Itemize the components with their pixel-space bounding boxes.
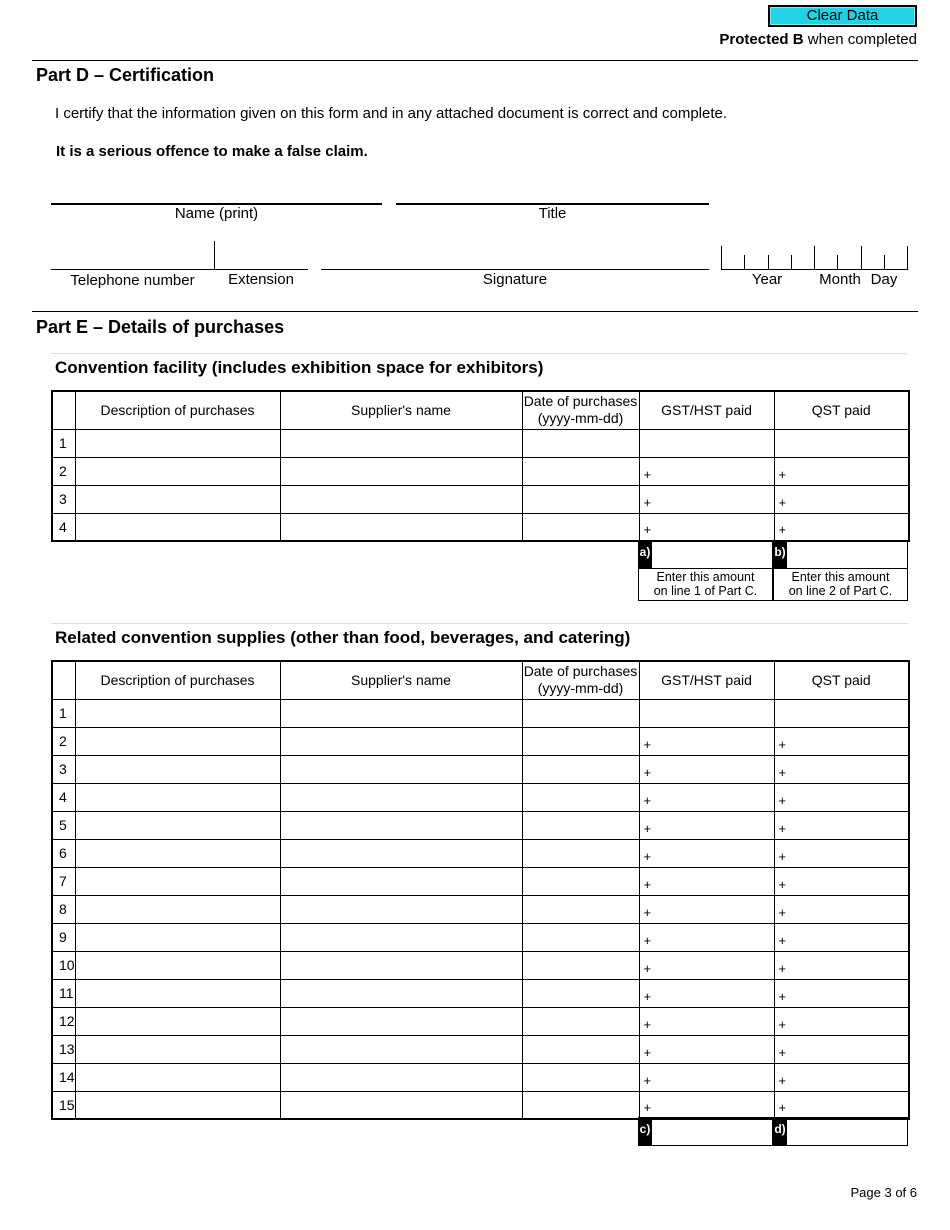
plus-sign: + bbox=[778, 1072, 787, 1088]
date-cell[interactable] bbox=[522, 1035, 639, 1063]
supplier-cell[interactable] bbox=[280, 979, 522, 1007]
convention-facility-table bbox=[51, 390, 910, 542]
qst-cell[interactable] bbox=[774, 783, 909, 811]
plus-sign: + bbox=[778, 876, 787, 892]
description-cell[interactable] bbox=[75, 1091, 280, 1119]
row-number-header bbox=[52, 661, 75, 699]
qst-cell[interactable] bbox=[774, 1091, 909, 1119]
table-row bbox=[52, 513, 909, 541]
qst-cell[interactable] bbox=[774, 429, 909, 457]
supplier-cell[interactable] bbox=[280, 457, 522, 485]
description-cell[interactable] bbox=[75, 485, 280, 513]
supplier-cell[interactable] bbox=[280, 485, 522, 513]
plus-sign: + bbox=[643, 466, 652, 482]
signature-field[interactable] bbox=[321, 269, 709, 270]
qst-cell[interactable] bbox=[774, 867, 909, 895]
total-b-note: Enter this amount on line 2 of Part C. bbox=[773, 568, 908, 601]
protected-notice: Protected B when completed bbox=[719, 31, 917, 48]
plus-sign: + bbox=[778, 466, 787, 482]
row-number: 12 bbox=[52, 1007, 75, 1035]
description-cell[interactable] bbox=[75, 783, 280, 811]
plus-sign: + bbox=[778, 988, 787, 1004]
description-header: Description of purchases bbox=[75, 391, 280, 429]
table-row bbox=[52, 783, 909, 811]
description-cell[interactable] bbox=[75, 811, 280, 839]
plus-sign: + bbox=[778, 904, 787, 920]
plus-sign: + bbox=[643, 1044, 652, 1060]
total-c-tag: c) bbox=[638, 1117, 652, 1146]
gst-cell[interactable] bbox=[639, 755, 774, 783]
date-cell[interactable] bbox=[522, 1063, 639, 1091]
plus-sign: + bbox=[778, 494, 787, 510]
table-row bbox=[52, 485, 909, 513]
date-cell[interactable] bbox=[522, 979, 639, 1007]
supplier-cell[interactable] bbox=[280, 727, 522, 755]
gst-cell[interactable] bbox=[639, 867, 774, 895]
table-row bbox=[52, 755, 909, 783]
date-cell[interactable] bbox=[522, 457, 639, 485]
table-row bbox=[52, 1091, 909, 1119]
date-cell[interactable] bbox=[522, 951, 639, 979]
table-header-row bbox=[52, 661, 909, 699]
row-number: 14 bbox=[52, 1063, 75, 1091]
date-cell[interactable] bbox=[522, 839, 639, 867]
description-cell[interactable] bbox=[75, 727, 280, 755]
table-row bbox=[52, 895, 909, 923]
supplier-cell[interactable] bbox=[280, 1091, 522, 1119]
supplier-cell[interactable] bbox=[280, 513, 522, 541]
qst-header: QST paid bbox=[774, 391, 909, 429]
date-cell[interactable] bbox=[522, 867, 639, 895]
total-d-field[interactable] bbox=[773, 1117, 908, 1146]
description-cell[interactable] bbox=[75, 429, 280, 457]
clear-data-button[interactable]: Clear Data bbox=[768, 5, 917, 27]
plus-sign: + bbox=[643, 1016, 652, 1032]
total-a-tag: a) bbox=[638, 540, 652, 569]
table-row bbox=[52, 1035, 909, 1063]
qst-cell[interactable] bbox=[774, 727, 909, 755]
qst-cell[interactable] bbox=[774, 979, 909, 1007]
date-cell[interactable] bbox=[522, 699, 639, 727]
qst-cell[interactable] bbox=[774, 923, 909, 951]
date-cell[interactable] bbox=[522, 783, 639, 811]
plus-sign: + bbox=[643, 876, 652, 892]
plus-sign: + bbox=[778, 1100, 787, 1116]
plus-sign: + bbox=[778, 522, 787, 538]
gst-cell[interactable] bbox=[639, 513, 774, 541]
row-number: 1 bbox=[52, 699, 75, 727]
row-number-header bbox=[52, 391, 75, 429]
supplier-cell[interactable] bbox=[280, 783, 522, 811]
certify-text: I certify that the information given on this form and in any attached document is correct and complete. bbox=[55, 105, 728, 122]
date-cell[interactable] bbox=[522, 923, 639, 951]
part-d-title: Part D – Certification bbox=[36, 65, 215, 85]
divider bbox=[51, 623, 908, 624]
description-cell[interactable] bbox=[75, 895, 280, 923]
table-row bbox=[52, 429, 909, 457]
supplier-cell[interactable] bbox=[280, 1035, 522, 1063]
name-label: Name (print) bbox=[174, 205, 259, 222]
table-row bbox=[52, 951, 909, 979]
total-a-note: Enter this amount on line 1 of Part C. bbox=[638, 568, 773, 601]
description-cell[interactable] bbox=[75, 1007, 280, 1035]
date-header: Date of purchases (yyyy-mm-dd) bbox=[522, 661, 639, 699]
plus-sign: + bbox=[778, 848, 787, 864]
gst-cell[interactable] bbox=[639, 923, 774, 951]
gst-cell[interactable] bbox=[639, 839, 774, 867]
row-number: 4 bbox=[52, 783, 75, 811]
gst-cell[interactable] bbox=[639, 1035, 774, 1063]
month-label: Month bbox=[819, 271, 861, 288]
row-number: 3 bbox=[52, 755, 75, 783]
description-cell[interactable] bbox=[75, 951, 280, 979]
qst-header: QST paid bbox=[774, 661, 909, 699]
total-b-tag: b) bbox=[773, 540, 787, 569]
gst-cell[interactable] bbox=[639, 979, 774, 1007]
extension-label: Extension bbox=[228, 271, 294, 288]
plus-sign: + bbox=[778, 820, 787, 836]
table-b-title: Related convention supplies (other than food, beverages, and catering) bbox=[55, 628, 631, 647]
year-label: Year bbox=[751, 271, 783, 288]
description-cell[interactable] bbox=[75, 1063, 280, 1091]
plus-sign: + bbox=[778, 960, 787, 976]
gst-cell[interactable] bbox=[639, 951, 774, 979]
description-cell[interactable] bbox=[75, 457, 280, 485]
qst-cell[interactable] bbox=[774, 485, 909, 513]
table-row bbox=[52, 1063, 909, 1091]
description-cell[interactable] bbox=[75, 1035, 280, 1063]
extension-field[interactable] bbox=[214, 269, 308, 270]
qst-cell[interactable] bbox=[774, 1007, 909, 1035]
plus-sign: + bbox=[778, 932, 787, 948]
plus-sign: + bbox=[778, 792, 787, 808]
qst-cell[interactable] bbox=[774, 951, 909, 979]
row-number: 6 bbox=[52, 839, 75, 867]
qst-cell[interactable] bbox=[774, 457, 909, 485]
warning-text: It is a serious offence to make a false claim. bbox=[56, 143, 368, 160]
row-number: 10 bbox=[52, 951, 75, 979]
related-supplies-table bbox=[51, 660, 910, 1120]
telephone-label: Telephone number bbox=[70, 272, 195, 289]
table-row bbox=[52, 867, 909, 895]
gst-cell[interactable] bbox=[639, 429, 774, 457]
description-cell[interactable] bbox=[75, 513, 280, 541]
gst-cell[interactable] bbox=[639, 1007, 774, 1035]
supplier-cell[interactable] bbox=[280, 895, 522, 923]
table-row bbox=[52, 699, 909, 727]
table-row bbox=[52, 727, 909, 755]
part-e-title: Part E – Details of purchases bbox=[36, 317, 285, 337]
plus-sign: + bbox=[643, 1072, 652, 1088]
gst-cell[interactable] bbox=[639, 1091, 774, 1119]
date-cell[interactable] bbox=[522, 811, 639, 839]
supplier-cell[interactable] bbox=[280, 1007, 522, 1035]
table-row bbox=[52, 979, 909, 1007]
supplier-cell[interactable] bbox=[280, 867, 522, 895]
date-cell[interactable] bbox=[522, 1091, 639, 1119]
description-cell[interactable] bbox=[75, 923, 280, 951]
table-header-row bbox=[52, 391, 909, 429]
plus-sign: + bbox=[778, 764, 787, 780]
gst-cell[interactable] bbox=[639, 457, 774, 485]
total-d-tag: d) bbox=[773, 1117, 787, 1146]
qst-cell[interactable] bbox=[774, 1063, 909, 1091]
gst-cell[interactable] bbox=[639, 485, 774, 513]
supplier-cell[interactable] bbox=[280, 923, 522, 951]
description-cell[interactable] bbox=[75, 839, 280, 867]
date-cell[interactable] bbox=[522, 755, 639, 783]
plus-sign: + bbox=[643, 848, 652, 864]
gst-cell[interactable] bbox=[639, 895, 774, 923]
total-c-field[interactable] bbox=[638, 1117, 773, 1146]
gst-cell[interactable] bbox=[639, 699, 774, 727]
divider bbox=[32, 311, 918, 312]
qst-cell[interactable] bbox=[774, 1035, 909, 1063]
plus-sign: + bbox=[778, 1016, 787, 1032]
row-number: 8 bbox=[52, 895, 75, 923]
row-number: 13 bbox=[52, 1035, 75, 1063]
row-number: 11 bbox=[52, 979, 75, 1007]
row-number: 5 bbox=[52, 811, 75, 839]
plus-sign: + bbox=[643, 820, 652, 836]
qst-cell[interactable] bbox=[774, 895, 909, 923]
description-header: Description of purchases bbox=[75, 661, 280, 699]
divider bbox=[51, 353, 908, 354]
supplier-cell[interactable] bbox=[280, 1063, 522, 1091]
divider bbox=[32, 60, 918, 61]
date-cell[interactable] bbox=[522, 513, 639, 541]
date-cell[interactable] bbox=[522, 1007, 639, 1035]
gst-cell[interactable] bbox=[639, 811, 774, 839]
plus-sign: + bbox=[643, 932, 652, 948]
gst-header: GST/HST paid bbox=[639, 661, 774, 699]
day-label: Day bbox=[870, 271, 898, 288]
plus-sign: + bbox=[643, 522, 652, 538]
supplier-header: Supplier's name bbox=[280, 661, 522, 699]
total-a-field[interactable] bbox=[638, 540, 773, 569]
row-number: 7 bbox=[52, 867, 75, 895]
supplier-cell[interactable] bbox=[280, 811, 522, 839]
table-row bbox=[52, 1007, 909, 1035]
plus-sign: + bbox=[643, 494, 652, 510]
table-row bbox=[52, 923, 909, 951]
row-number: 2 bbox=[52, 727, 75, 755]
plus-sign: + bbox=[643, 764, 652, 780]
total-b-field[interactable] bbox=[773, 540, 908, 569]
date-field[interactable] bbox=[721, 246, 908, 270]
qst-cell[interactable] bbox=[774, 839, 909, 867]
qst-cell[interactable] bbox=[774, 513, 909, 541]
row-number: 9 bbox=[52, 923, 75, 951]
description-cell[interactable] bbox=[75, 867, 280, 895]
plus-sign: + bbox=[643, 1100, 652, 1116]
supplier-cell[interactable] bbox=[280, 951, 522, 979]
supplier-cell[interactable] bbox=[280, 755, 522, 783]
date-cell[interactable] bbox=[522, 485, 639, 513]
gst-header: GST/HST paid bbox=[639, 391, 774, 429]
supplier-cell[interactable] bbox=[280, 839, 522, 867]
description-cell[interactable] bbox=[75, 979, 280, 1007]
row-number: 15 bbox=[52, 1091, 75, 1119]
plus-sign: + bbox=[643, 988, 652, 1004]
signature-label: Signature bbox=[482, 271, 548, 288]
plus-sign: + bbox=[643, 736, 652, 752]
date-cell[interactable] bbox=[522, 429, 639, 457]
row-number: 2 bbox=[52, 457, 75, 485]
gst-cell[interactable] bbox=[639, 1063, 774, 1091]
qst-cell[interactable] bbox=[774, 755, 909, 783]
plus-sign: + bbox=[643, 792, 652, 808]
plus-sign: + bbox=[778, 1044, 787, 1060]
supplier-header: Supplier's name bbox=[280, 391, 522, 429]
row-number: 3 bbox=[52, 485, 75, 513]
gst-cell[interactable] bbox=[639, 783, 774, 811]
table-a-title: Convention facility (includes exhibition space for exhibitors) bbox=[55, 358, 544, 377]
table-row bbox=[52, 457, 909, 485]
date-cell[interactable] bbox=[522, 727, 639, 755]
telephone-field[interactable] bbox=[51, 269, 214, 270]
date-header: Date of purchases (yyyy-mm-dd) bbox=[522, 391, 639, 429]
row-number: 4 bbox=[52, 513, 75, 541]
date-cell[interactable] bbox=[522, 895, 639, 923]
plus-sign: + bbox=[643, 904, 652, 920]
phone-extension-separator bbox=[214, 241, 215, 270]
table-row bbox=[52, 811, 909, 839]
qst-cell[interactable] bbox=[774, 699, 909, 727]
qst-cell[interactable] bbox=[774, 811, 909, 839]
plus-sign: + bbox=[778, 736, 787, 752]
page-number: Page 3 of 6 bbox=[850, 1185, 917, 1200]
table-row bbox=[52, 839, 909, 867]
description-cell[interactable] bbox=[75, 755, 280, 783]
supplier-cell[interactable] bbox=[280, 699, 522, 727]
description-cell[interactable] bbox=[75, 699, 280, 727]
supplier-cell[interactable] bbox=[280, 429, 522, 457]
title-label: Title bbox=[538, 205, 567, 222]
plus-sign: + bbox=[643, 960, 652, 976]
row-number: 1 bbox=[52, 429, 75, 457]
gst-cell[interactable] bbox=[639, 727, 774, 755]
